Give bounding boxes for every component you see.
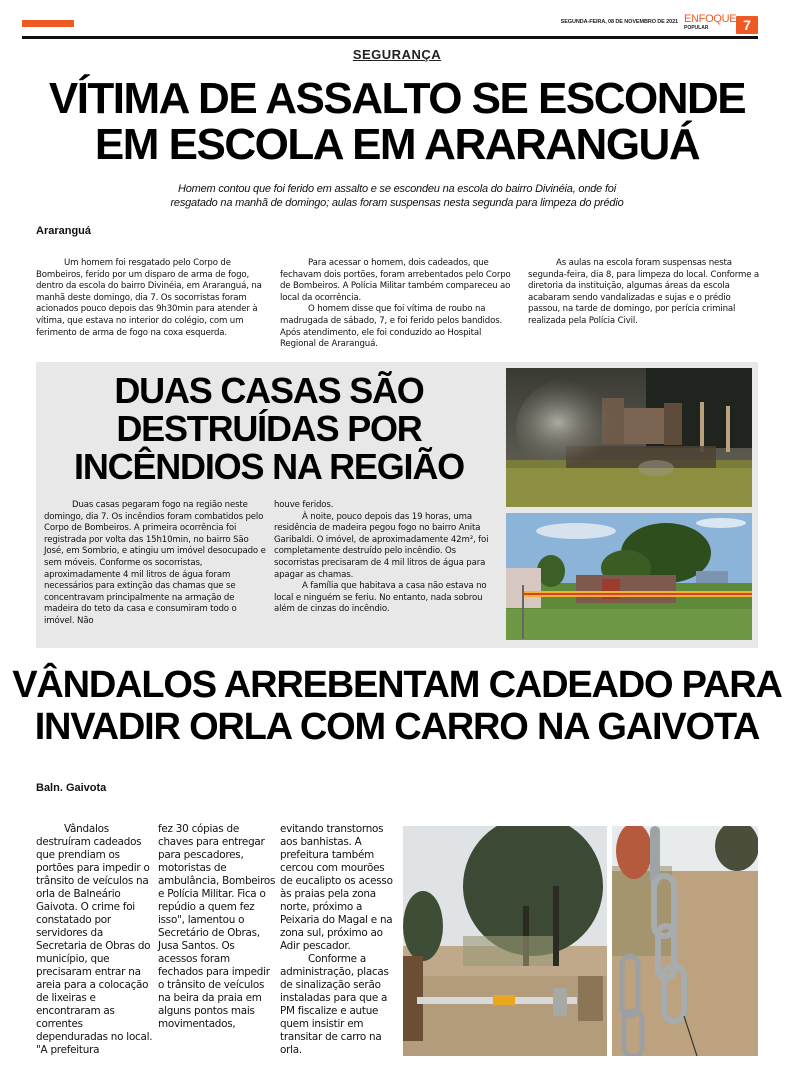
story3-headline-line2: INVADIR ORLA COM CARRO NA GAIVOTA — [34, 706, 760, 748]
story3-column-2 — [158, 823, 276, 1031]
fenced-site-photo — [506, 513, 752, 640]
story1-paragraph: Para acessar o homem, dois cadeados, que fechavam dois portões, foram arrebentados pelo Corpo de Bombeiros. A Polícia Militar também compareceu ao local da ocorrência. — [280, 258, 511, 303]
story3-paragraph: evitando transtornos aos banhistas. A prefeitura também cercou com mourões de eucalipto os acesso às praias pela zona norte, próximo a Peixaria do Magal e na zona sul, próximo ao Adir pescador. — [280, 823, 393, 952]
chain-illustration — [612, 826, 758, 1056]
story2-headline-line1: DUAS CASAS SÃO — [114, 370, 424, 411]
story3-headline — [0, 664, 794, 748]
story1-headline — [0, 76, 794, 168]
story3-paragraph: Conforme a administração, placas de sinalização serão instaladas para que a PM fiscalize e autue quem insistir em transitar de carro na orla. — [280, 953, 389, 1056]
brand-name: ENFOQUE — [684, 13, 737, 25]
story1-paragraph: Um homem foi resgatado pelo Corpo de Bombeiros, ferido por um disparo de arma de fogo, dentro da escola do bairro Divinéia, em Araranguá, na manhã deste domingo, dia 7. Os socorristas foram acionados pouco depois das 9h30min para atender à vítima, que estava no interior do colégio, com um ferimento de arma de fogo na coxa esquerda. — [36, 258, 262, 338]
story2-column-2 — [274, 500, 500, 616]
story3-column-3 — [280, 823, 398, 1057]
issue-date: SEGUNDA-FEIRA, 08 DE NOVEMBRO DE 2021 — [560, 19, 678, 25]
story1-column-1 — [36, 258, 268, 339]
brand-sub: POPULAR — [684, 25, 709, 31]
story2-headline-line3: INCÊNDIOS NA REGIÃO — [74, 446, 464, 487]
story1-dateline: Araranguá — [36, 225, 92, 237]
story3-headline-line1: VÂNDALOS ARREBENTAM CADEADO PARA — [12, 664, 782, 706]
story1-deck-line2: resgatado na manhã de domingo; aulas foram suspensas nesta segunda para limpeza do prédio — [170, 197, 624, 209]
story2-headline-line2: DESTRUÍDAS POR — [116, 408, 422, 449]
burned-house-illustration — [506, 368, 752, 507]
chain-photo — [612, 826, 758, 1056]
fenced-site-illustration — [506, 513, 752, 640]
story1-headline-line1: VÍTIMA DE ASSALTO SE ESCONDE — [48, 74, 746, 123]
story1-column-2 — [280, 258, 516, 351]
story1-paragraph: As aulas na escola foram suspensas nesta segunda-feira, dia 8, para limpeza do local. Conforme a diretoria da instituição, algumas áreas da escola acabaram sendo vandalizadas e sujas e o prédio passou, na tarde de domingo, por perícia criminal realizada pela Polícia Civil. — [528, 258, 760, 326]
brand-logo — [684, 13, 737, 31]
story3-paragraph: Vândalos destruíram cadeados que prendiam os portões para impedir o trânsito de veículos na orla de Balneário Gaivota. O crime foi constatado por servidores da Secretaria de Obras do município, que precisaram entrar na areia para a colocação de lixeiras e encontraram as correntes dependuradas no local. "A prefeitura — [36, 823, 153, 1056]
story2-headline — [36, 372, 502, 486]
story3-paragraph: fez 30 cópias de chaves para entregar para pescadores, motoristas de ambulância, Bombeiros e Polícia Militar. Fica o repúdio a quem fez isso", lamentou o Secretário de Obras, Jusa Santos. Os acessos foram fechados para impedir o trânsito de veículos na beira da praia em alguns pontos mais movimentados, — [158, 823, 276, 1030]
beach-gate-illustration — [403, 826, 607, 1056]
header-rule — [22, 36, 758, 39]
story1-deck — [0, 182, 794, 210]
story2-column-1 — [44, 500, 268, 628]
story2-paragraph: À noite, pouco depois das 19 horas, uma residência de madeira pegou fogo no bairro Anita Garibaldi. O imóvel, de aproximadamente 42m², foi completamente destruído pelo incêndio. Os socorristas precisaram de 4 mil litros de água para apagar as chamas. — [274, 511, 489, 580]
story3-column-1 — [36, 823, 154, 1057]
beach-gate-photo — [403, 826, 607, 1056]
story2-paragraph: Duas casas pegaram fogo na região neste domingo, dia 7. Os incêndios foram combatidos pelo Corpo de Bombeiros. A primeira ocorrência foi registrada por volta das 15h10min, no bairro São José, em Sombrio, e atingiu um imóvel desocupado e sem móveis. Conforme os socorristas, aproximadamente 4 mil litros de água foram necessários para extinção das chamas que se concentravam principalmente na armação de madeira do teto da casa e consumiram todo o imóvel. Não — [44, 500, 266, 626]
section-label: SEGURANÇA — [352, 47, 442, 62]
burned-house-photo — [506, 368, 752, 507]
page-number: 7 — [736, 16, 758, 34]
story3-dateline: Baln. Gaivota — [36, 782, 107, 794]
story2-paragraph: A família que habitava a casa não estava no local e ninguém se feriu. No entanto, nada sobrou além de cinzas do incêndio. — [274, 581, 487, 615]
story2-paragraph: houve feridos. — [274, 500, 334, 510]
story1-deck-line1: Homem contou que foi ferido em assalto e se escondeu na escola do bairro Divinéia, onde foi — [178, 183, 616, 195]
story1-column-3 — [528, 258, 764, 328]
story1-headline-line2: EM ESCOLA EM ARARANGUÁ — [94, 120, 700, 169]
story1-paragraph: O homem disse que foi vítima de roubo na madrugada de sábado, 7, e foi ferido pelos bandidos. Após atendimento, ele foi conduzido ao Hospital Regional de Araranguá. — [280, 304, 503, 350]
header-accent-bar — [22, 20, 74, 27]
